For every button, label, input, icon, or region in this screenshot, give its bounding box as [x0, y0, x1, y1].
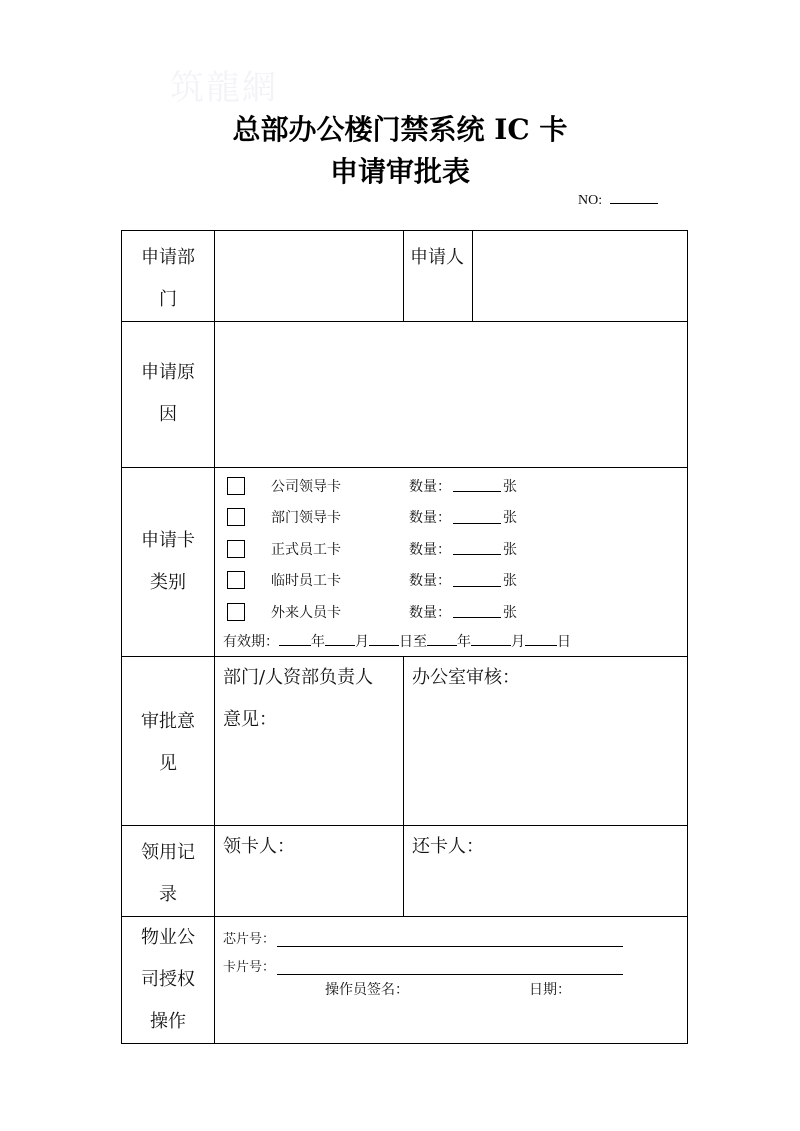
validity-start-year-blank[interactable]	[279, 633, 311, 646]
card-option-label: 临时员工卡	[271, 573, 341, 590]
validity-start-month-blank[interactable]	[325, 633, 355, 646]
validity-start-day-blank[interactable]	[369, 633, 399, 646]
quantity-label: 数量：	[409, 573, 451, 590]
chip-number-blank[interactable]	[277, 936, 623, 947]
returner-label: 还卡人：	[412, 836, 484, 857]
validity-end-day-blank[interactable]	[525, 633, 557, 646]
chip-number-label: 芯片号：	[223, 932, 276, 947]
card-type-label-line2: 类别	[150, 572, 186, 593]
department-approval-label-line1: 部门/人资部负责人	[223, 667, 374, 688]
checkbox-department-leader[interactable]	[227, 508, 245, 526]
chip-number-row	[215, 919, 687, 947]
serial-number-blank[interactable]	[610, 191, 658, 204]
card-option-label: 公司领导卡	[271, 478, 341, 495]
quantity-blank[interactable]	[453, 511, 501, 524]
checkbox-temporary-employee[interactable]	[227, 571, 245, 589]
approval-label-cell	[122, 657, 215, 826]
reason-label-cell	[122, 322, 215, 468]
quantity-unit: 张	[503, 478, 517, 495]
usage-record-label-line1: 领用记	[141, 842, 195, 863]
validity-end-year-blank[interactable]	[427, 633, 457, 646]
validity-period-row	[215, 628, 687, 656]
validity-label: 有效期：	[223, 633, 279, 650]
card-number-row	[215, 947, 687, 975]
validity-end-month-blank[interactable]	[471, 633, 511, 646]
card-option-row	[215, 502, 687, 534]
quantity-unit: 张	[503, 573, 517, 590]
usage-record-label-cell	[122, 826, 215, 917]
document-subtitle: 申请审批表	[329, 155, 470, 188]
row-usage-record	[122, 826, 688, 917]
usage-record-label-line2: 录	[159, 884, 177, 905]
serial-number-field	[578, 191, 658, 209]
property-label-line3: 操作	[150, 1011, 186, 1032]
quantity-blank[interactable]	[453, 479, 501, 492]
card-type-label-line1: 申请卡	[141, 530, 195, 551]
quantity-blank[interactable]	[453, 542, 501, 555]
row-reason	[122, 322, 688, 468]
watermark-text: 筑龍網	[170, 68, 278, 108]
card-option-row	[215, 533, 687, 565]
validity-year-unit: 年	[311, 633, 325, 650]
serial-number-label: NO:	[578, 193, 603, 208]
row-approval	[122, 657, 688, 826]
card-option-row	[215, 470, 687, 502]
applicant-label-cell	[404, 231, 473, 322]
checkbox-regular-employee[interactable]	[227, 540, 245, 558]
date-label[interactable]: 日期：	[529, 982, 571, 998]
card-type-options-cell	[215, 468, 688, 657]
card-option-label: 正式员工卡	[271, 541, 341, 558]
card-option-label: 外来人员卡	[271, 604, 341, 621]
operator-signature-label[interactable]: 操作员签名：	[325, 982, 409, 998]
department-approval-cell[interactable]	[215, 657, 404, 826]
card-option-row	[215, 596, 687, 628]
approval-label-line2: 见	[159, 753, 177, 774]
application-form-table	[121, 230, 688, 1044]
department-label-cell	[122, 231, 215, 322]
row-department	[122, 231, 688, 322]
signature-row	[215, 975, 687, 1005]
card-number-label: 卡片号：	[223, 960, 276, 975]
receiver-cell[interactable]	[215, 826, 404, 917]
document-title: 总部办公楼门禁系统 IC 卡	[232, 113, 568, 146]
quantity-label: 数量：	[409, 478, 451, 495]
returner-cell[interactable]	[404, 826, 688, 917]
card-number-blank[interactable]	[277, 964, 623, 975]
quantity-unit: 张	[503, 541, 517, 558]
card-option-label: 部门领导卡	[271, 510, 341, 527]
quantity-label: 数量：	[409, 541, 451, 558]
quantity-blank[interactable]	[453, 574, 501, 587]
receiver-label: 领卡人：	[223, 836, 295, 857]
office-approval-cell[interactable]	[404, 657, 688, 826]
checkbox-company-leader[interactable]	[227, 477, 245, 495]
quantity-unit: 张	[503, 510, 517, 527]
approval-label-line1: 审批意	[141, 711, 195, 732]
validity-year-unit: 年	[457, 633, 471, 650]
reason-label-line1: 申请原	[141, 362, 195, 383]
reason-label-line2: 因	[159, 404, 177, 425]
department-label-line1: 申请部	[141, 247, 195, 268]
reason-input-cell[interactable]	[215, 322, 688, 468]
applicant-label: 申请人	[410, 247, 464, 268]
property-label-line2: 司授权	[141, 969, 195, 990]
checkbox-visitor[interactable]	[227, 603, 245, 621]
property-label-line1: 物业公	[141, 927, 195, 948]
department-approval-label-line2: 意见：	[223, 709, 277, 730]
validity-month-unit: 月	[355, 633, 369, 650]
department-label-line2: 门	[159, 289, 177, 310]
validity-day-to-unit: 日至	[399, 633, 427, 650]
applicant-input-cell[interactable]	[473, 231, 688, 322]
office-approval-label: 办公室审核：	[412, 667, 520, 688]
property-label-cell	[122, 917, 215, 1044]
quantity-label: 数量：	[409, 604, 451, 621]
quantity-label: 数量：	[409, 510, 451, 527]
property-operation-cell	[215, 917, 688, 1044]
department-input-cell[interactable]	[215, 231, 404, 322]
validity-month-unit: 月	[511, 633, 525, 650]
quantity-blank[interactable]	[453, 605, 501, 618]
quantity-unit: 张	[503, 604, 517, 621]
row-property-authorization	[122, 917, 688, 1044]
card-option-row	[215, 565, 687, 597]
validity-day-unit: 日	[557, 633, 571, 650]
card-type-label-cell	[122, 468, 215, 657]
row-card-type	[122, 468, 688, 657]
